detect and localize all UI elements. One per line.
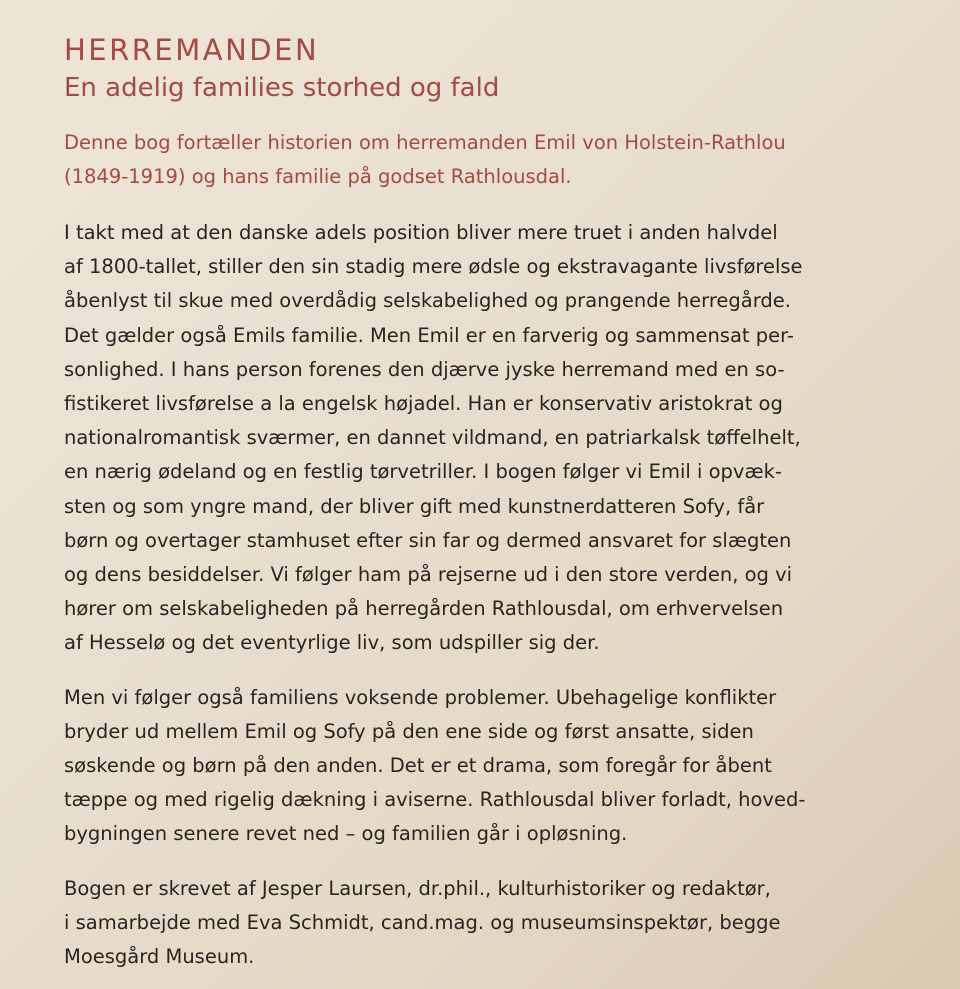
text-line: af Hesselø og det eventyrlige liv, som udspiller sig der. [64,631,600,655]
text-line: Men vi følger også familiens voksende problemer. Ubehagelige konflikter [64,685,777,709]
text-line: sten og som yngre mand, der bliver gift med kunstnerdatteren Sofy, får [64,494,765,518]
text-line: bygningen senere revet ned – og familien går i opløsning. [64,822,628,846]
page-subtitle: En adelig families storhed og fald [64,73,500,103]
intro-line: Denne bog fortæller historien om herremanden Emil von Holstein-Rathlou [64,131,786,154]
text-line: i samarbejde med Eva Schmidt, cand.mag. og museumsinspektør, begge [64,910,781,934]
text-line: åbenlyst til skue med overdådig selskabelighed og prangende herregårde. [64,289,792,313]
text-line: børn og overtager stamhuset efter sin far og dermed ansvaret for slægten [64,528,792,552]
text-line: bryder ud mellem Emil og Sofy på den ene side og først ansatte, siden [64,719,754,743]
text-line: hører om selskabeligheden på herregården Rathlousdal, om erhvervelsen [64,597,784,621]
body-paragraph-1 [64,216,920,661]
text-line: tæppe og med rigelig dækning i aviserne. Rathlousdal bliver forladt, hoved- [64,788,806,812]
text-line: fistikeret livsførelse a la engelsk højadel. Han er konservativ aristokrat og [64,392,783,416]
intro-line: (1849-1919) og hans familie på godset Rathlousdal. [64,165,572,188]
text-line: en nærig ødeland og en festlig tørvetriller. I bogen følger vi Emil i opvæk- [64,460,782,484]
text-line: sonlighed. I hans person forenes den djærve jyske herremand med en so- [64,357,785,381]
body-paragraph-2 [64,681,920,852]
intro-paragraph [64,126,920,194]
body-paragraph-3 [64,872,920,975]
text-line: Det gælder også Emils familie. Men Emil er en farverig og sammensat per- [64,323,794,347]
text-line: nationalromantisk sværmer, en dannet vildmand, en patriarkalsk tøffelhelt, [64,426,801,450]
text-line: I takt med at den danske adels position bliver mere truet i anden halvdel [64,221,778,244]
text-line: af 1800-tallet, stiller den sin stadig mere ødsle og ekstravagante livsførelse [64,255,803,279]
text-line: og dens besiddelser. Vi følger ham på rejserne ud i den store verden, og vi [64,563,793,587]
text-line: Bogen er skrevet af Jesper Laursen, dr.phil., kulturhistoriker og redaktør, [64,876,771,900]
text-line: søskende og børn på den anden. Det er et drama, som foregår for åbent [64,754,772,778]
text-line: Moesgård Museum. [64,945,255,969]
page-title: HERREMANDEN [64,33,320,67]
